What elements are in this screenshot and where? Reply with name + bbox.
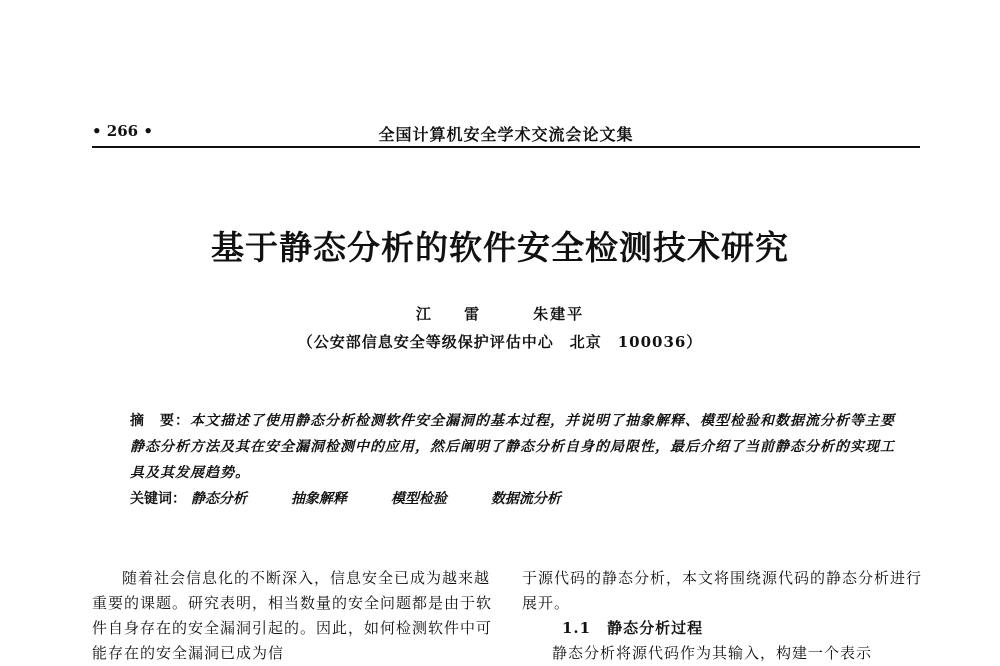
affiliation: （公安部信息安全等级保护评估中心 北京 100036） <box>297 333 703 351</box>
author-name: 朱建平 <box>533 305 585 323</box>
authors <box>0 303 1000 324</box>
keyword: 静态分析 <box>190 491 247 507</box>
running-title: 全国计算机安全学术交流会论文集 <box>378 125 634 144</box>
running-header <box>92 120 920 148</box>
section-title: 静态分析过程 <box>607 619 704 637</box>
abstract <box>130 408 900 486</box>
abstract-text: 本文描述了使用静态分析检测软件安全漏洞的基本过程，并说明了抽象解释、模型检验和数据流分析等主要静态分析方法及其在安全漏洞检测中的应用，然后阐明了静态分析自身的局限性，最后介绍了当前静态分析的实现工具及其发展趋势。 <box>130 413 895 481</box>
page-number: • 266 • <box>92 122 153 140</box>
abstract-label: 摘 要： <box>130 413 190 429</box>
keyword: 数据流分析 <box>490 491 561 507</box>
body-column-left <box>92 566 500 666</box>
section-heading <box>522 616 924 641</box>
body-paragraph: 于源代码的静态分析，本文将围绕源代码的静态分析进行展开。 <box>522 569 923 612</box>
section-number: 1.1 <box>562 619 592 637</box>
author-name: 江 雷 <box>415 305 494 323</box>
keyword: 抽象解释 <box>290 491 347 507</box>
body-column-right <box>522 566 924 666</box>
keyword: 模型检验 <box>390 491 447 507</box>
keywords <box>130 488 900 510</box>
body-paragraph: 随着社会信息化的不断深入，信息安全已成为越来越重要的课题。研究表明，相当数量的安全问题都是由于软件自身存在的安全漏洞引起的。因此，如何检测软件中可能存在的安全漏洞已成为信 <box>92 569 493 662</box>
paper-title: 基于静态分析的软件安全检测技术研究 <box>211 228 789 267</box>
keywords-label: 关键词： <box>130 491 186 507</box>
body-paragraph: 静态分析将源代码作为其输入，构建一个表示 <box>552 644 873 662</box>
